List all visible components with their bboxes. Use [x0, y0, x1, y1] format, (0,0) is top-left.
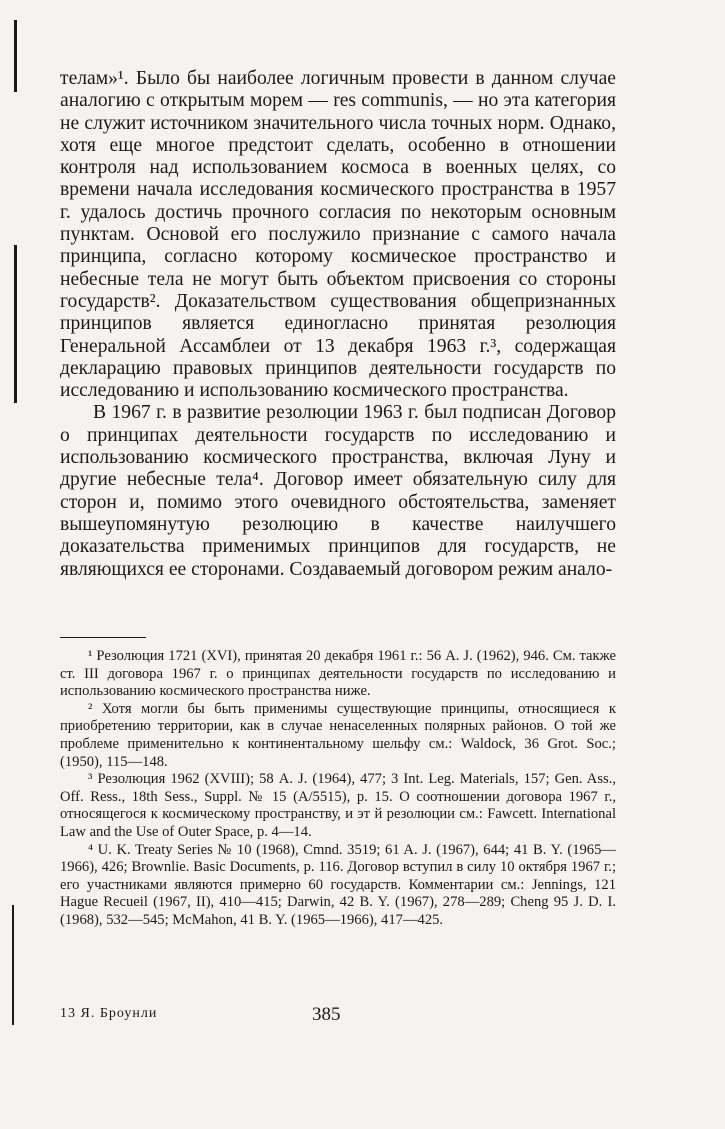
footnote-rule	[60, 637, 146, 638]
footnote-2: ² Хотя могли бы быть применимы существующие принципы, относящиеся к приобретению территории, как в случае ненаселенных полярных районов. О той же проблеме применительно к континентальному шельфу см.: Waldock, 36 Grot. Soc.; (1950), 115—148.	[60, 700, 616, 770]
main-text	[60, 68, 616, 581]
footnote-1: ¹ Резолюция 1721 (XVI), принятая 20 декабря 1961 г.: 56 A. J. (1962), 946. См. также ст. III договора 1967 г. о принципах деятельности государств по исследованию и использованию космического пространства ниже.	[60, 648, 616, 700]
footnote-4: ⁴ U. K. Treaty Series № 10 (1968), Cmnd. 3519; 61 A. J. (1967), 644; 41 B. Y. (1965—1966), 426; Brownlie. Basic Documents, p. 116. Договор вступил в силу 10 октября 1967 г.; его участниками являются примерно 60 государств. Комментарии см.: Jennings, 121 Hague Recueil (1967, II), 410—415; Darwin, 42 B. Y. (1967), 278—289; Cheng 95 J. D. I. (1968), 532—545; McMahon, 41 B. Y. (1965—1966), 417—425.	[60, 841, 616, 928]
margin-line-top	[14, 20, 17, 92]
margin-line-bottom	[12, 905, 14, 1025]
paragraph-1: телам»¹. Было бы наиболее логичным провести в данном случае аналогию с открытым морем — res communis, — но эта категория не служит источником значительного числа точных норм. Однако, хотя еще многое предстоит сделать, особенно в отношении контроля над использованием космоса в военных целях, со времени начала исследования космического пространства в 1957 г. удалось достичь прочного согласия по некоторым основным пунктам. Основой его послужило признание с самого начала принципа, согласно которому космическое пространство и небесные тела не могут быть объектом присвоения со стороны государств². Доказательством существования общепризнанных принципов является единогласно принятая резолюция Генеральной Ассамблеи от 13 декабря 1963 г.³, содержащая декларацию правовых принципов деятельности государств по исследованию и использованию космического пространства.	[60, 68, 616, 402]
footnote-3: ³ Резолюция 1962 (XVIII); 58 A. J. (1964), 477; 3 Int. Leg. Materials, 157; Gen. Ass., Off. Ress., 18th Sess., Suppl. № 15 (A/5515), p. 15. О соотношении договора 1967 г., относящегося к космическому пространству, и эт й резолюции см.: Fawcett. International Law and the Use of Outer Space, p. 4—14.	[60, 771, 616, 840]
page-number: 385	[312, 1004, 341, 1025]
paragraph-2: В 1967 г. в развитие резолюции 1963 г. был подписан Договор о принципах деятельности государств по исследованию и использованию космического пространства, включая Луну и другие небесные тела⁴. Договор имеет обязательную силу для сторон и, помимо этого очевидного обстоятельства, заменяет вышеупомянутую резолюцию в качестве наилучшего доказательства применимых принципов для государств, не являющихся ее сторонами. Создаваемый договором режим анало-	[60, 402, 616, 580]
margin-line-middle	[14, 245, 17, 403]
signature-mark: 13 Я. Броунли	[60, 1006, 158, 1021]
footnotes	[60, 648, 616, 930]
